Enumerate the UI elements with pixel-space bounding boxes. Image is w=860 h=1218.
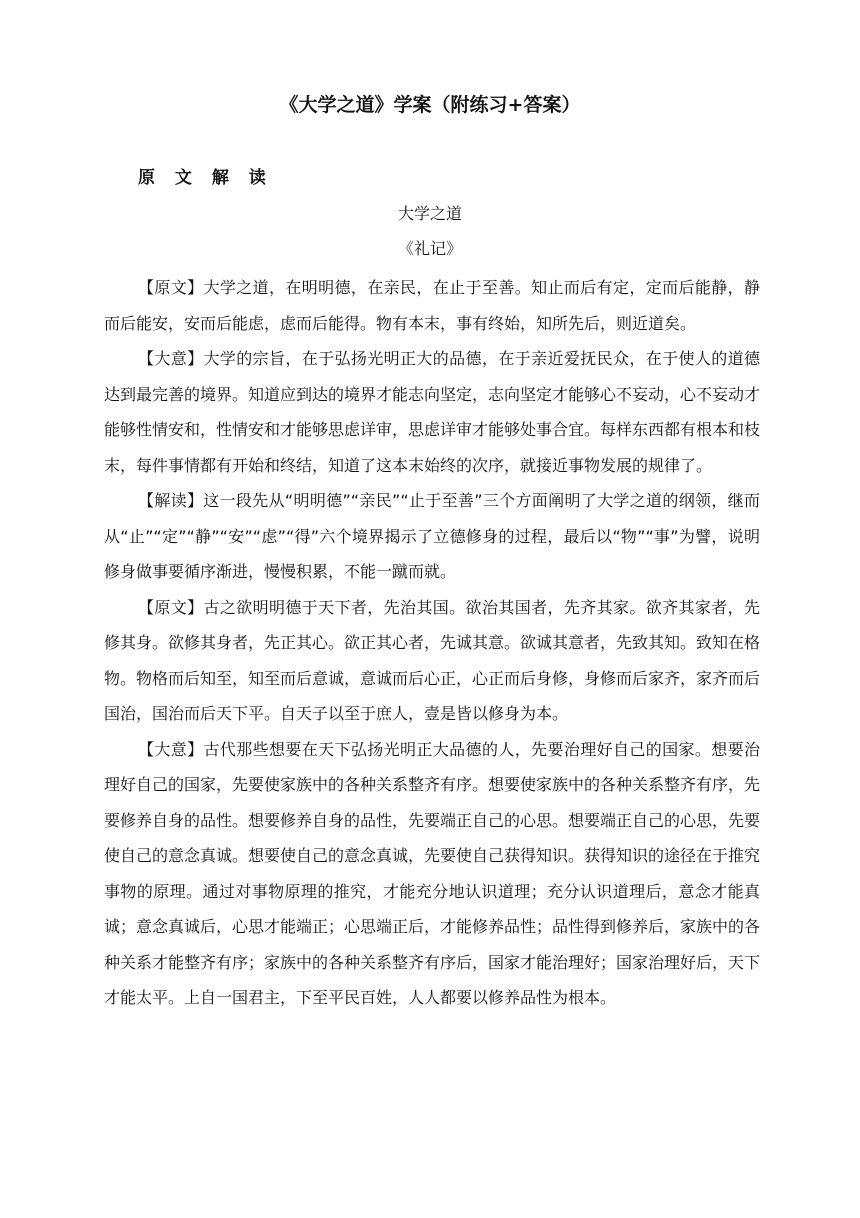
paragraph-meaning-2: 【大意】古代那些想要在天下弘扬光明正大品德的人，先要治理好自己的国家。想要治理好自己的国家，先要使家族中的各种关系整齐有序。想要使家族中的各种关系整齐有序，先要修养自身的品性。想要修养自身的品性，先要端正自己的心思。想要端正自己的心思，先要使自己的意念真诚。想要使自己的意念真诚，先要使自己获得知识。获得知识的途径在于推究事物的原理。通过对事物原理的推究，才能充分地认识道理；充分认识道理后，意念才能真诚；意念真诚后，心思才能端正；心思端正后，才能修养品性；品性得到修养后，家族中的各种关系才能整齐有序；家族中的各种关系整齐有序后，国家才能治理好；国家治理好后，天下才能太平。上自一国君主，下至平民百姓，人人都要以修养品性为根本。 (104, 739, 761, 1007)
paragraph-interpretation-1: 【解读】这一段先从“明明德”“亲民”“止于至善”三个方面阐明了大学之道的纲领，继而从“止”“定”“静”“安”“虑”“得”六个境界揭示了立德修身的过程，最后以“物”“事”为譬，说明修身做事要循序渐进，慢慢积累，不能一蹴而就。 (104, 491, 760, 581)
section-heading: 原 文 解 读 (138, 168, 273, 188)
paragraph-original-1: 【原文】大学之道，在明明德，在亲民，在止于至善。知止而后有定，定而后能静，静而后能安，安而后能虑，虑而后能得。物有本末，事有终始，知所先后，则近道矣。 (104, 278, 760, 333)
work-source: 《礼记》 (397, 239, 462, 258)
paragraph-original-2: 【原文】古之欲明明德于天下者，先治其国。欲治其国者，先齐其家。欲齐其家者，先修其身。欲修其身者，先正其心。欲正其心者，先诚其意。欲诚其意者，先致其知。致知在格物。物格而后知至，知至而后意诚，意诚而后心正，心正而后身修，身修而后家齐，家齐而后国治，国治而后天下平。自天子以至于庶人，壹是皆以修身为本。 (104, 597, 761, 723)
document-title: 《大学之道》学案（附练习+答案） (279, 94, 581, 116)
work-title: 大学之道 (397, 204, 462, 223)
document-body (104, 270, 760, 1016)
paragraph-meaning-1: 【大意】大学的宗旨，在于弘扬光明正大的品德，在于亲近爱抚民众，在于使人的道德达到最完善的境界。知道应到达的境界才能志向坚定，志向坚定才能够心不妄动，心不妄动才能够性情安和，性情安和才能够思虑详审，思虑详审才能够处事合宜。每样东西都有根本和枝末，每件事情都有开始和终结，知道了这本末始终的次序，就接近事物发展的规律了。 (104, 349, 761, 475)
